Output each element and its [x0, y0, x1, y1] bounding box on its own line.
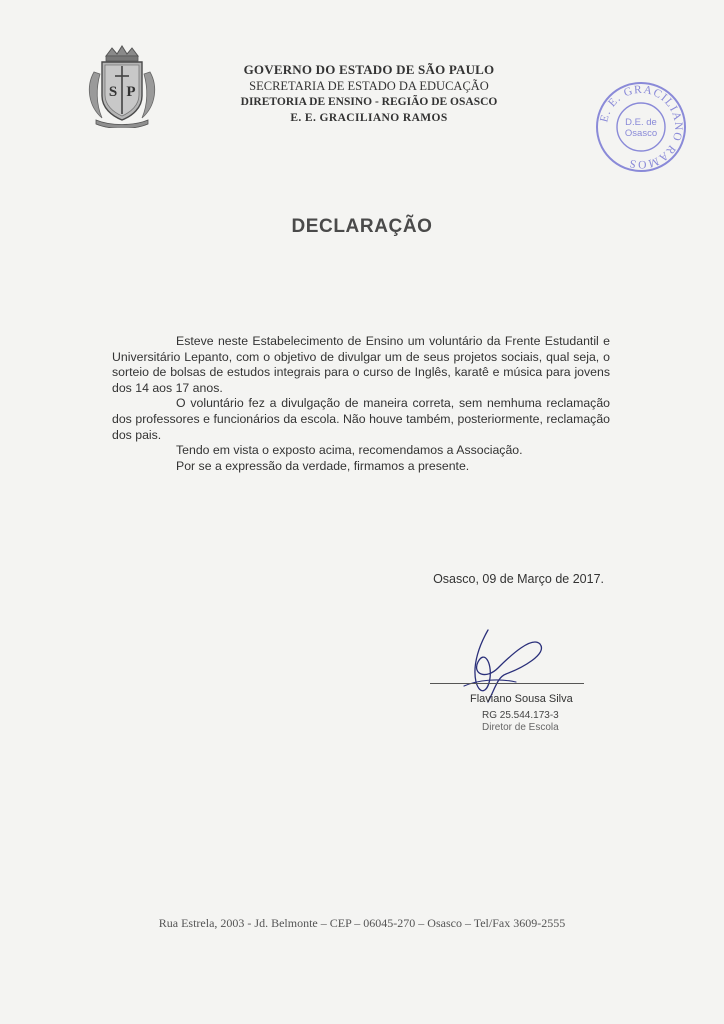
- svg-text:S: S: [108, 84, 118, 100]
- document-title: DECLARAÇÃO: [291, 216, 433, 237]
- header-directorate: DIRETORIA DE ENSINO - REGIÃO DE OSASCO: [240, 96, 498, 108]
- header-school: E. E. GRACILIANO RAMOS: [290, 112, 448, 124]
- document-body: [112, 334, 610, 474]
- signer-name: Flaviano Sousa Silva: [470, 693, 573, 705]
- header-government: GOVERNO DO ESTADO DE SÃO PAULO: [243, 62, 495, 77]
- sao-paulo-coat-of-arms-icon: [84, 42, 160, 128]
- stamp-outer-text: E. E. GRACILIANO RAMOS: [598, 83, 685, 171]
- handwritten-signature: [458, 622, 558, 704]
- body-paragraph: Por se a expressão da verdade, firmamos a presente.: [176, 458, 470, 473]
- place-date: Osasco, 09 de Março de 2017.: [433, 572, 604, 586]
- stamp-inner-line1: D.E. de: [625, 117, 657, 128]
- signer-rg: RG 25.544.173-3: [482, 710, 559, 721]
- letterhead: [196, 62, 542, 126]
- body-paragraph: Tendo em vista o exposto acima, recomendamos a Associação.: [176, 443, 523, 458]
- header-secretariat: SECRETARIA DE ESTADO DA EDUCAÇÃO: [249, 79, 489, 93]
- footer-address: Rua Estrela, 2003 - Jd. Belmonte – CEP – 06045-270 – Osasco – Tel/Fax 3609-2555: [158, 916, 566, 930]
- signature-line: [430, 683, 584, 684]
- school-stamp: [594, 80, 688, 174]
- svg-text:P: P: [126, 84, 136, 100]
- stamp-inner-line2: Osasco: [624, 128, 658, 139]
- body-paragraph: O voluntário fez a divulgação de maneira correta, sem nemhuma reclamação dos professores e funcionários da escola. Não houve também, posteriormente, reclamação dos pais.: [112, 396, 610, 442]
- signer-role: Diretor de Escola: [482, 722, 559, 733]
- body-paragraph: Esteve neste Estabelecimento de Ensino um voluntário da Frente Estudantil e Universitário Lepanto, com o objetivo de divulgar um de seus projetos sociais, qual seja, o sorteio de bolsas de estudos integrais para o curso de Inglês, karatê e música para jovens dos 14 aos 17 anos.: [112, 334, 610, 395]
